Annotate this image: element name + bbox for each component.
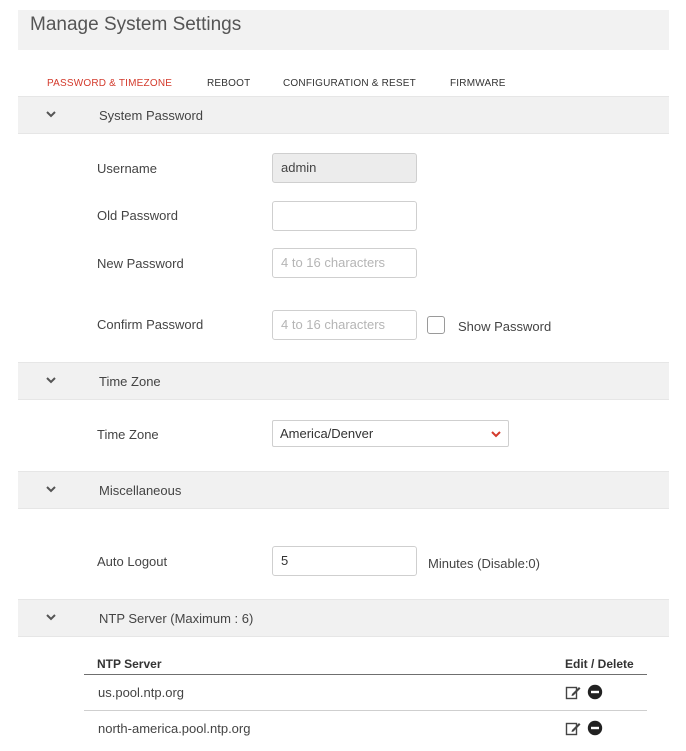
title-bar <box>18 10 669 50</box>
ntp-server-row-2: north-america.pool.ntp.org <box>98 721 251 736</box>
confirm-password-label: Confirm Password <box>97 317 204 332</box>
time-zone-selected-value: America/Denver <box>280 426 374 441</box>
section-title: Miscellaneous <box>99 483 182 498</box>
section-title: NTP Server (Maximum : 6) <box>99 611 254 626</box>
old-password-label: Old Password <box>97 208 178 223</box>
section-header-system-password[interactable] <box>18 96 669 134</box>
ntp-server-row-1: us.pool.ntp.org <box>98 685 185 700</box>
section-title: System Password <box>99 108 204 123</box>
username-field: admin <box>272 153 417 183</box>
section-title: Time Zone <box>99 374 161 389</box>
section-header-time-zone[interactable] <box>18 362 669 400</box>
table-row-divider <box>84 710 647 711</box>
time-zone-select[interactable] <box>272 420 509 447</box>
page-title: Manage System Settings <box>30 14 242 35</box>
auto-logout-unit: Minutes (Disable:0) <box>428 556 540 571</box>
time-zone-label: Time Zone <box>97 427 159 442</box>
tab-configuration-reset[interactable]: CONFIGURATION & RESET <box>283 78 416 89</box>
settings-panel <box>18 10 669 751</box>
tab-firmware[interactable]: FIRMWARE <box>450 78 506 89</box>
chevron-down-icon <box>491 430 501 438</box>
ntp-column-header-server: NTP Server <box>97 657 162 671</box>
section-header-ntp-server[interactable] <box>18 599 669 637</box>
auto-logout-field[interactable] <box>272 546 417 576</box>
chevron-down-icon <box>45 484 57 494</box>
edit-icon[interactable] <box>565 720 581 736</box>
ntp-column-header-actions: Edit / Delete <box>565 657 634 671</box>
delete-icon[interactable] <box>587 684 603 700</box>
chevron-down-icon <box>45 612 57 622</box>
tab-password-timezone[interactable]: PASSWORD & TIMEZONE <box>47 78 173 89</box>
edit-icon[interactable] <box>565 684 581 700</box>
table-header-divider <box>84 674 647 675</box>
section-header-miscellaneous[interactable] <box>18 471 669 509</box>
tab-reboot[interactable]: REBOOT <box>207 78 251 89</box>
new-password-field[interactable] <box>272 248 417 278</box>
old-password-field[interactable] <box>272 201 417 231</box>
show-password-label: Show Password <box>458 319 552 334</box>
delete-icon[interactable] <box>587 720 603 736</box>
chevron-down-icon <box>45 375 57 385</box>
chevron-down-icon <box>45 109 57 119</box>
show-password-checkbox[interactable] <box>427 316 445 334</box>
new-password-label: New Password <box>97 256 184 271</box>
confirm-password-field[interactable] <box>272 310 417 340</box>
auto-logout-label: Auto Logout <box>97 554 168 569</box>
username-label: Username <box>97 161 157 176</box>
